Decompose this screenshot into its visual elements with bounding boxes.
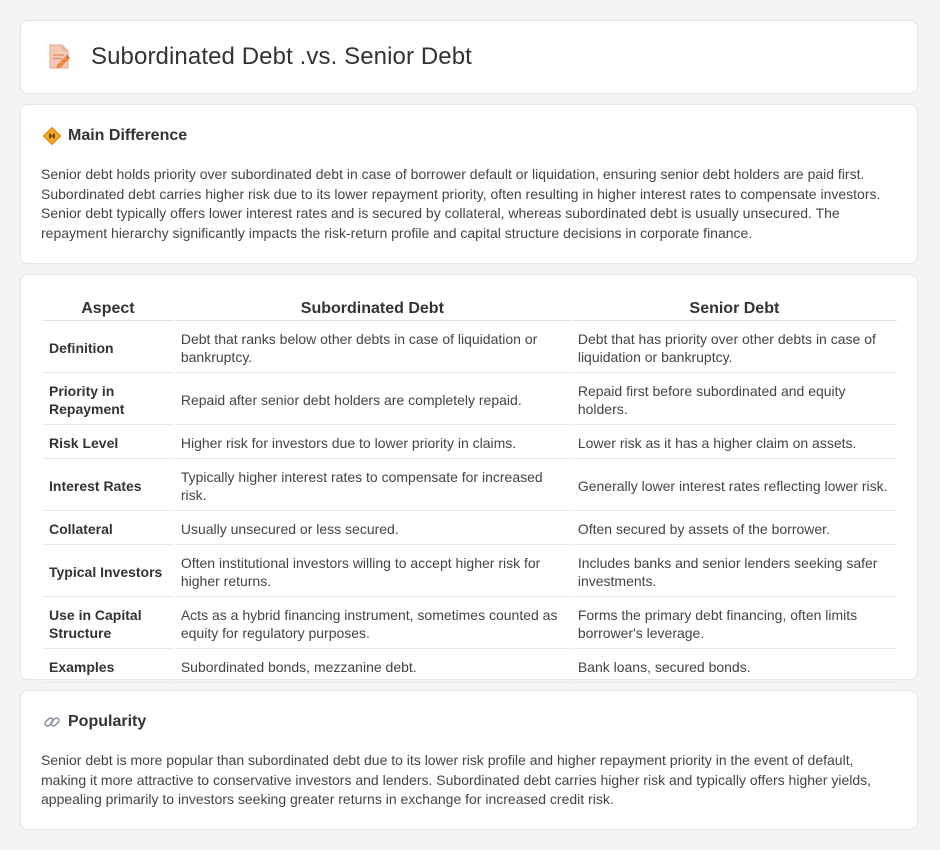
subordinated-cell: Subordinated bonds, mezzanine debt. (175, 651, 570, 683)
senior-cell: Lower risk as it has a higher claim on assets. (572, 427, 897, 459)
table-row (43, 513, 897, 545)
link-icon (43, 713, 61, 731)
popularity-title: Popularity (68, 713, 147, 730)
table-row (43, 599, 897, 649)
subordinated-cell: Debt that ranks below other debts in case of liquidation or bankruptcy. (175, 323, 570, 373)
main-difference-heading (43, 127, 187, 145)
subordinated-cell: Repaid after senior debt holders are completely repaid. (175, 375, 570, 425)
senior-cell: Generally lower interest rates reflecting lower risk. (572, 461, 897, 511)
table-row (43, 427, 897, 459)
header-card (20, 20, 918, 94)
main-difference-text: Senior debt holds priority over subordinated debt in case of borrower default or liquidation, ensuring senior debt holders are paid first. Subordinated debt carries higher risk due to its lower repayment priority, often resulting in higher interest rates to compensate investors. Senior debt typically offers lower interest rates and is secured by collateral, whereas subordinated debt is usually unsecured. The repayment hierarchy significantly impacts the risk-return profile and capital structure decisions in corporate finance. (41, 166, 881, 241)
senior-cell: Forms the primary debt financing, often limits borrower's leverage. (572, 599, 897, 649)
senior-cell: Debt that has priority over other debts in case of liquidation or bankruptcy. (572, 323, 897, 373)
popularity-section (20, 690, 918, 830)
comparison-table (41, 295, 899, 685)
senior-cell: Includes banks and senior lenders seeking safer investments. (572, 547, 897, 597)
header-aspect: Aspect (43, 297, 173, 321)
senior-cell: Often secured by assets of the borrower. (572, 513, 897, 545)
aspect-cell: Examples (43, 651, 173, 683)
popularity-heading (43, 713, 146, 731)
subordinated-cell: Typically higher interest rates to compensate for increased risk. (175, 461, 570, 511)
document-pencil-icon (47, 44, 71, 70)
subordinated-cell: Often institutional investors willing to accept higher risk for higher returns. (175, 547, 570, 597)
popularity-text: Senior debt is more popular than subordinated debt due to its lower risk profile and higher repayment priority in the event of default, making it more attractive to conservative investors and lenders. Subordinated debt carries higher risk and typically offers higher yields, appealing primarily to investors seeking greater returns in exchange for increased credit risk. (41, 752, 872, 807)
subordinated-cell: Usually unsecured or less secured. (175, 513, 570, 545)
main-difference-section (20, 104, 918, 264)
aspect-cell: Risk Level (43, 427, 173, 459)
aspect-cell: Typical Investors (43, 547, 173, 597)
aspect-cell: Use in Capital Structure (43, 599, 173, 649)
table-row (43, 461, 897, 511)
subordinated-cell: Higher risk for investors due to lower priority in claims. (175, 427, 570, 459)
table-header-row (43, 297, 897, 321)
senior-cell: Bank loans, secured bonds. (572, 651, 897, 683)
diamond-sign-icon (43, 127, 61, 145)
table-row (43, 547, 897, 597)
main-difference-title: Main Difference (68, 127, 188, 144)
header-senior: Senior Debt (572, 297, 897, 321)
aspect-cell: Interest Rates (43, 461, 173, 511)
page-title: Subordinated Debt .vs. Senior Debt (91, 43, 472, 70)
senior-cell: Repaid first before subordinated and equity holders. (572, 375, 897, 425)
aspect-cell: Definition (43, 323, 173, 373)
title-row (47, 43, 472, 71)
aspect-cell: Priority in Repayment (43, 375, 173, 425)
table-row (43, 651, 897, 683)
aspect-cell: Collateral (43, 513, 173, 545)
header-subordinated: Subordinated Debt (175, 297, 570, 321)
comparison-section (20, 274, 918, 680)
table-row (43, 375, 897, 425)
subordinated-cell: Acts as a hybrid financing instrument, sometimes counted as equity for regulatory purposes. (175, 599, 570, 649)
table-row (43, 323, 897, 373)
